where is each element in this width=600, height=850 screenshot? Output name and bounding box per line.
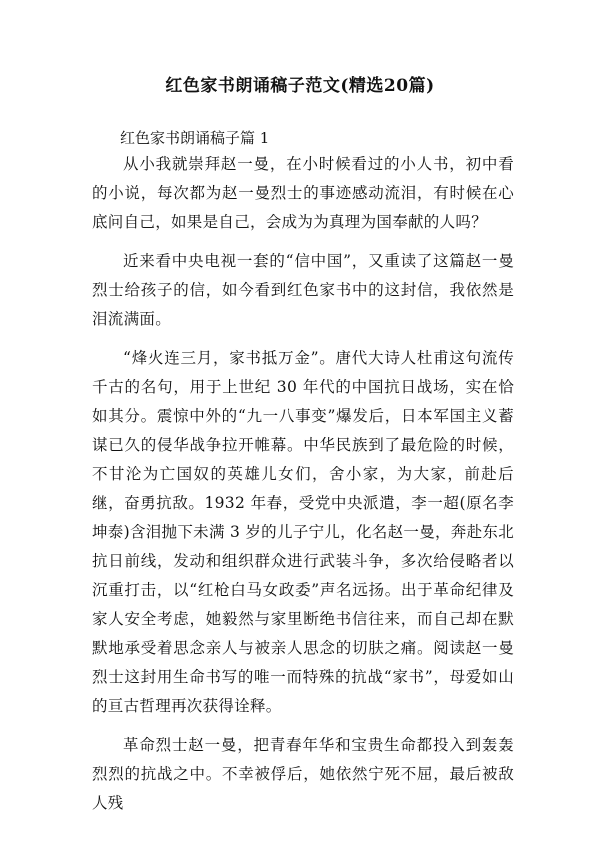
paragraph-2: 近来看中央电视一套的“信中国”，又重读了这篇赵一曼烈士给孩子的信，如今看到红色家书中的这封信，我依然是泪流满面。	[92, 252, 514, 328]
paragraph-1: 从小我就崇拜赵一曼，在小时候看过的小人书，初中看的小说，每次都为赵一曼烈士的事迹感动流泪，有时候在心底问自己，如果是自己，会成为为真理为国奉献的人吗？	[92, 155, 514, 231]
section-heading: 红色家书朗诵稿子篇 1	[120, 129, 270, 147]
document-body	[92, 150, 514, 828]
paragraph-3: “烽火连三月，家书抵万金”。唐代大诗人杜甫这句流传千古的名句，用于上世纪 30 年代的中国抗日战场，实在恰如其分。震惊中外的“九一八事变”爆发后，日本军国主义蓄谋已久的侵华战争拉开帷幕。中华民族到了最危险的时候，不甘沦为亡国奴的英雄儿女们，舍小家，为大家，前赴后继，奋勇抗敌。1932 年春，受党中央派遣，李一超(原名李坤泰)含泪抛下未满 3 岁的儿子宁儿，化名赵一曼，奔赴东北抗日前线，发动和组织群众进行武装斗争，多次给侵略者以沉重打击，以“红枪白马女政委”声名远扬。出于革命纪律及家人安全考虑，她毅然与家里断绝书信往来，而自己却在默默地承受着思念亲人与被亲人思念的切肤之痛。阅读赵一曼烈士这封用生命书写的唯一而特殊的抗战“家书”，母爱如山的亘古哲理再次获得诠释。	[92, 349, 514, 715]
paragraph-4: 革命烈士赵一曼，把青春年华和宝贵生命都投入到轰轰烈烈的抗战之中。不幸被俘后，她依然宁死不屈，最后被敌人残	[92, 736, 514, 812]
document-title: 红色家书朗诵稿子范文(精选20篇)	[165, 76, 435, 96]
